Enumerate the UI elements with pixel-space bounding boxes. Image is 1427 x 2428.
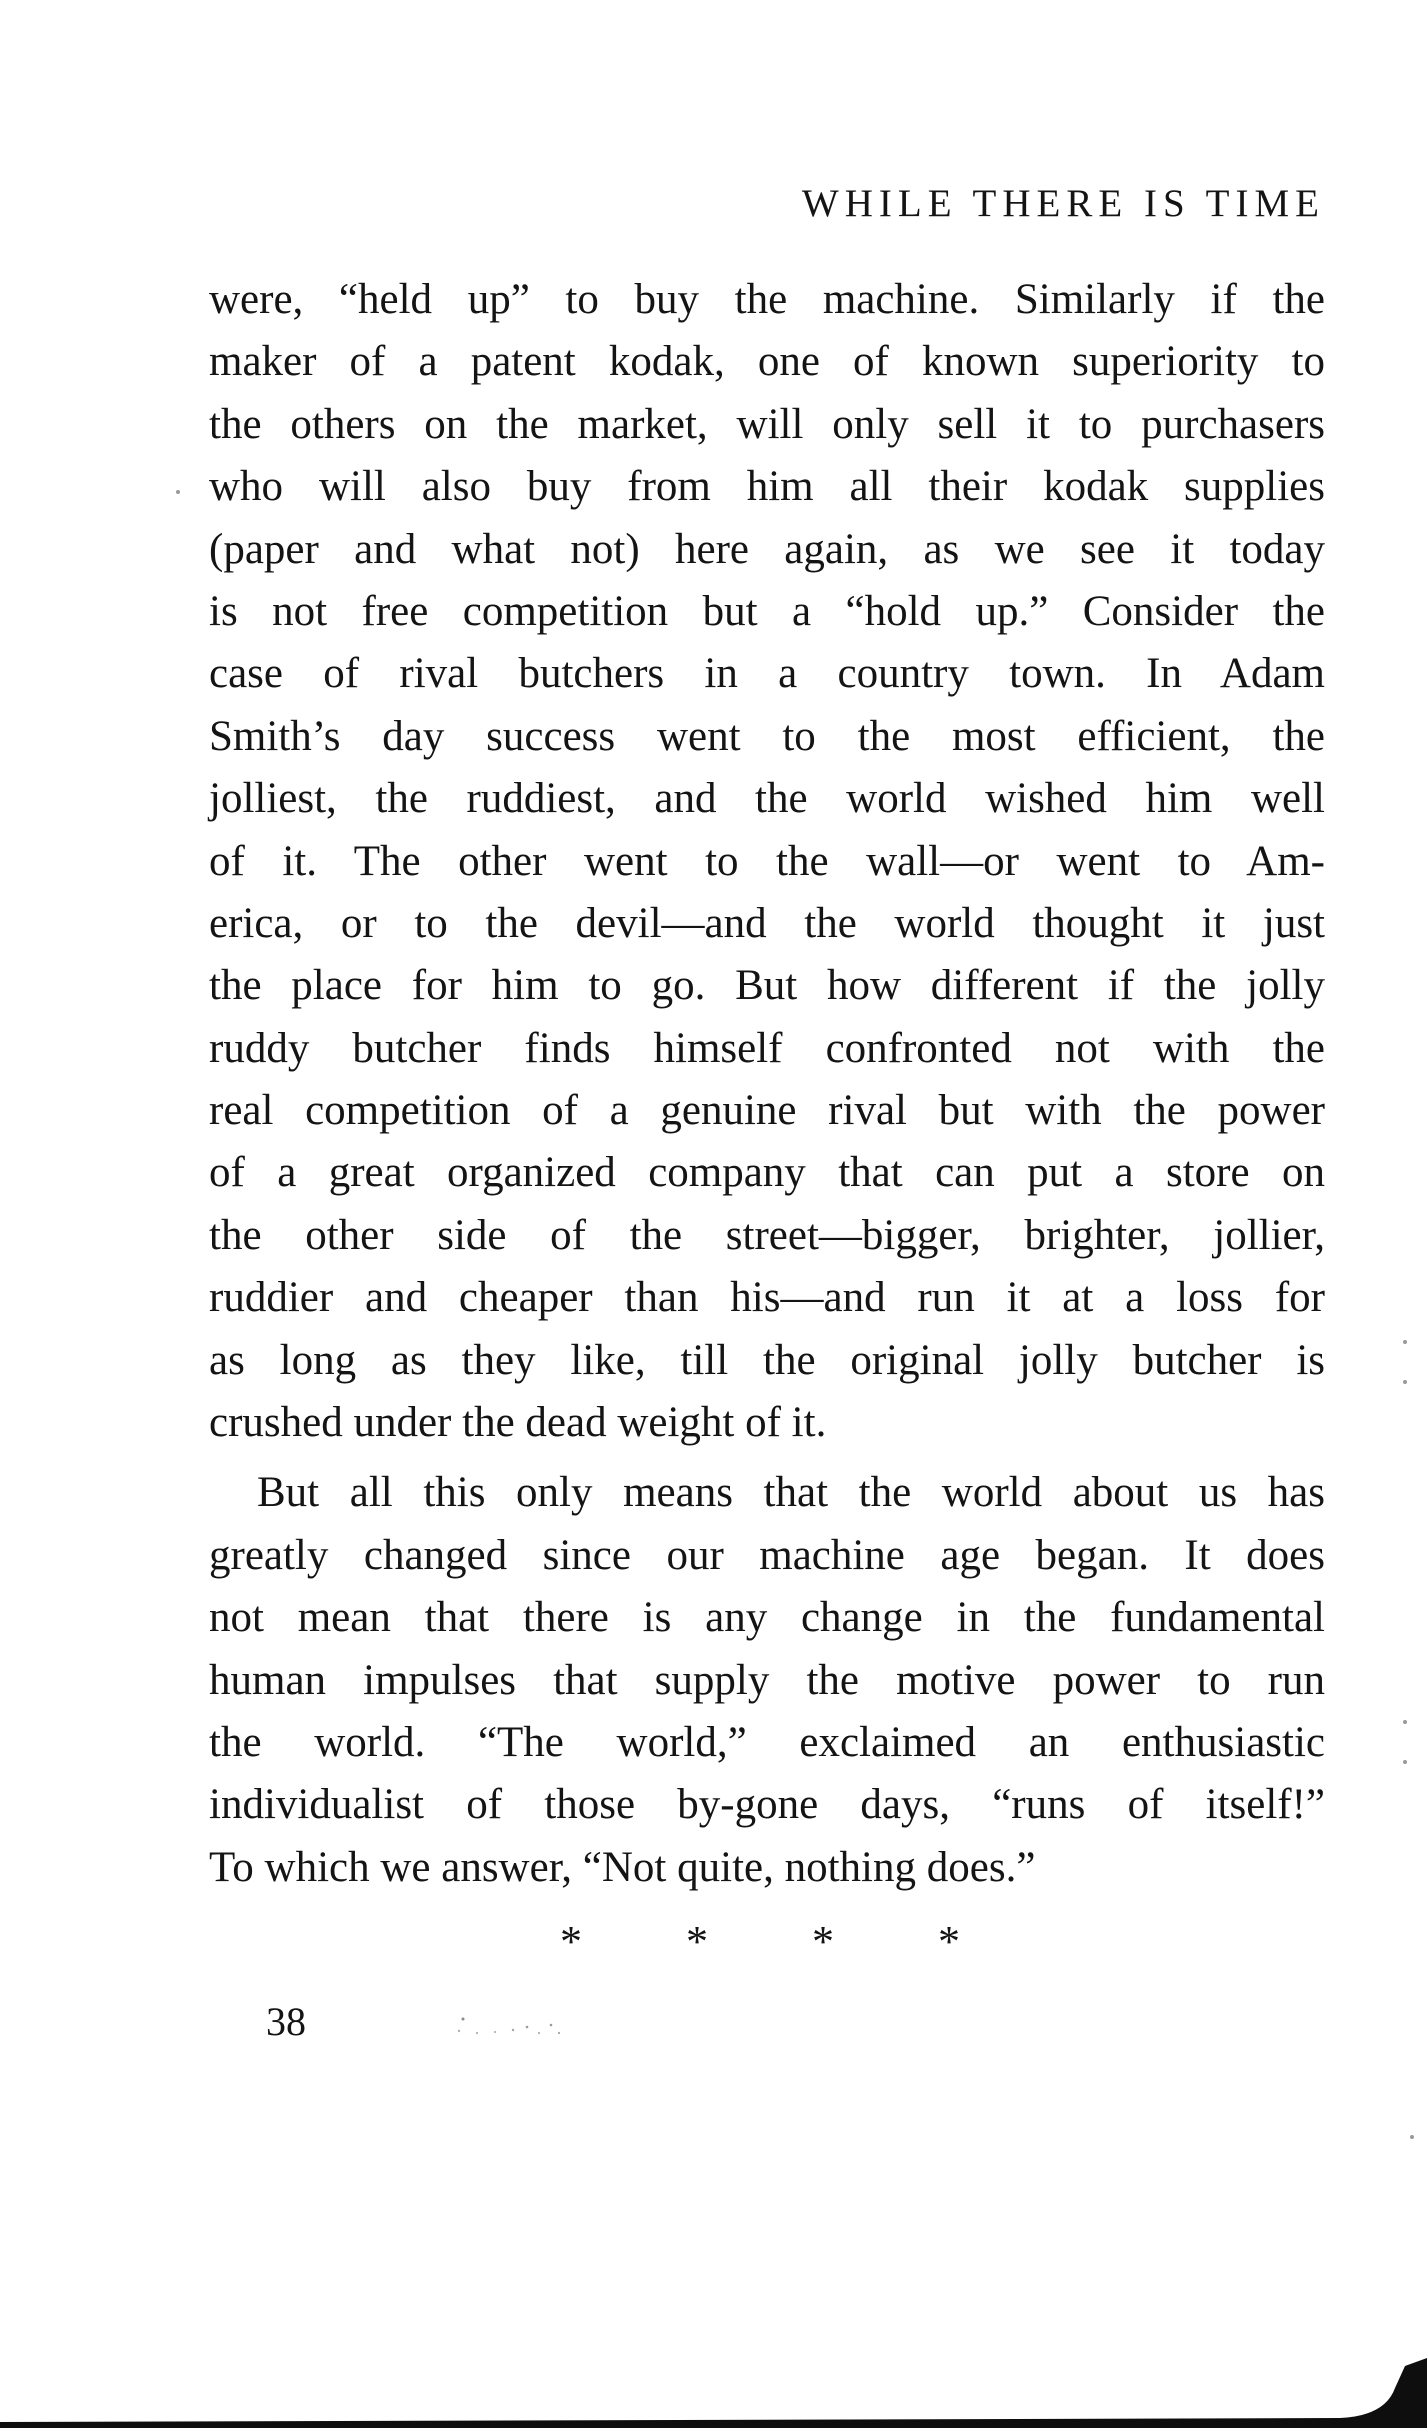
text-line: individualist of those by-gone days, “runs of itself!” [209, 1781, 1325, 1829]
text-line: erica, or to the devil—and the world thought it just [209, 899, 1325, 947]
text-line: (paper and what not) here again, as we see it today [209, 525, 1325, 573]
text-line: ruddier and cheaper than his—and run it at a loss for [209, 1274, 1325, 1322]
scan-speck [1403, 1720, 1407, 1724]
text-line: real competition of a genuine rival but with the power [209, 1087, 1325, 1135]
scan-speck [176, 490, 180, 494]
text-line: the other side of the street—bigger, brighter, jollier, [209, 1211, 1325, 1259]
text-line: the world. “The world,” exclaimed an enthusiastic [209, 1718, 1325, 1766]
scan-speck [1403, 1340, 1407, 1344]
text-line: maker of a patent kodak, one of known superiority to [209, 338, 1325, 386]
page-number: 38 [266, 1999, 306, 2044]
paragraph-gap [209, 1454, 1325, 1462]
asterisk: * [560, 1917, 582, 1966]
text-line: greatly changed since our machine age began. It does [209, 1531, 1325, 1579]
section-break-asterisks [560, 1914, 960, 1970]
text-line: the place for him to go. But how different if the jolly [209, 962, 1325, 1010]
text-line: of it. The other went to the wall—or went to Am- [209, 837, 1325, 885]
text-line: ruddy butcher finds himself confronted not with the [209, 1024, 1325, 1072]
text-line: as long as they like, till the original jolly butcher is [209, 1336, 1325, 1384]
scan-speck [1410, 2135, 1414, 2139]
text-line: Smith’s day success went to the most efficient, the [209, 712, 1325, 760]
scan-speck [1403, 1380, 1407, 1384]
text-line: human impulses that supply the motive power to run [209, 1656, 1325, 1704]
text-line: not mean that there is any change in the fundamental [209, 1594, 1325, 1642]
asterisk: * [686, 1917, 708, 1966]
text-line: To which we answer, “Not quite, nothing does.” [209, 1843, 1036, 1891]
text-line: jolliest, the ruddiest, and the world wished him well [209, 775, 1325, 823]
text-line: case of rival butchers in a country town. In Adam [209, 650, 1325, 698]
asterisk: * [938, 1917, 960, 1966]
text-line: of a great organized company that can put a store on [209, 1149, 1325, 1197]
text-line: who will also buy from him all their kodak supplies [209, 463, 1325, 511]
paragraph-1 [209, 269, 1325, 1454]
text-line: were, “held up” to buy the machine. Similarly if the [209, 276, 1325, 323]
page-bottom-edge [0, 2358, 1427, 2428]
asterisk: * [812, 1917, 834, 1966]
scan-specks [455, 2013, 585, 2043]
body-text [209, 269, 1325, 1899]
text-line: crushed under the dead weight of it. [209, 1399, 827, 1447]
running-head: WHILE THERE IS TIME [801, 182, 1325, 225]
text-line: is not free competition but a “hold up.” Consider the [209, 587, 1325, 635]
text-line: But all this only means that the world about us has [257, 1469, 1325, 1517]
paragraph-2 [209, 1462, 1325, 1899]
scan-speck [1403, 1760, 1407, 1764]
text-line: the others on the market, will only sell it to purchasers [209, 400, 1325, 448]
